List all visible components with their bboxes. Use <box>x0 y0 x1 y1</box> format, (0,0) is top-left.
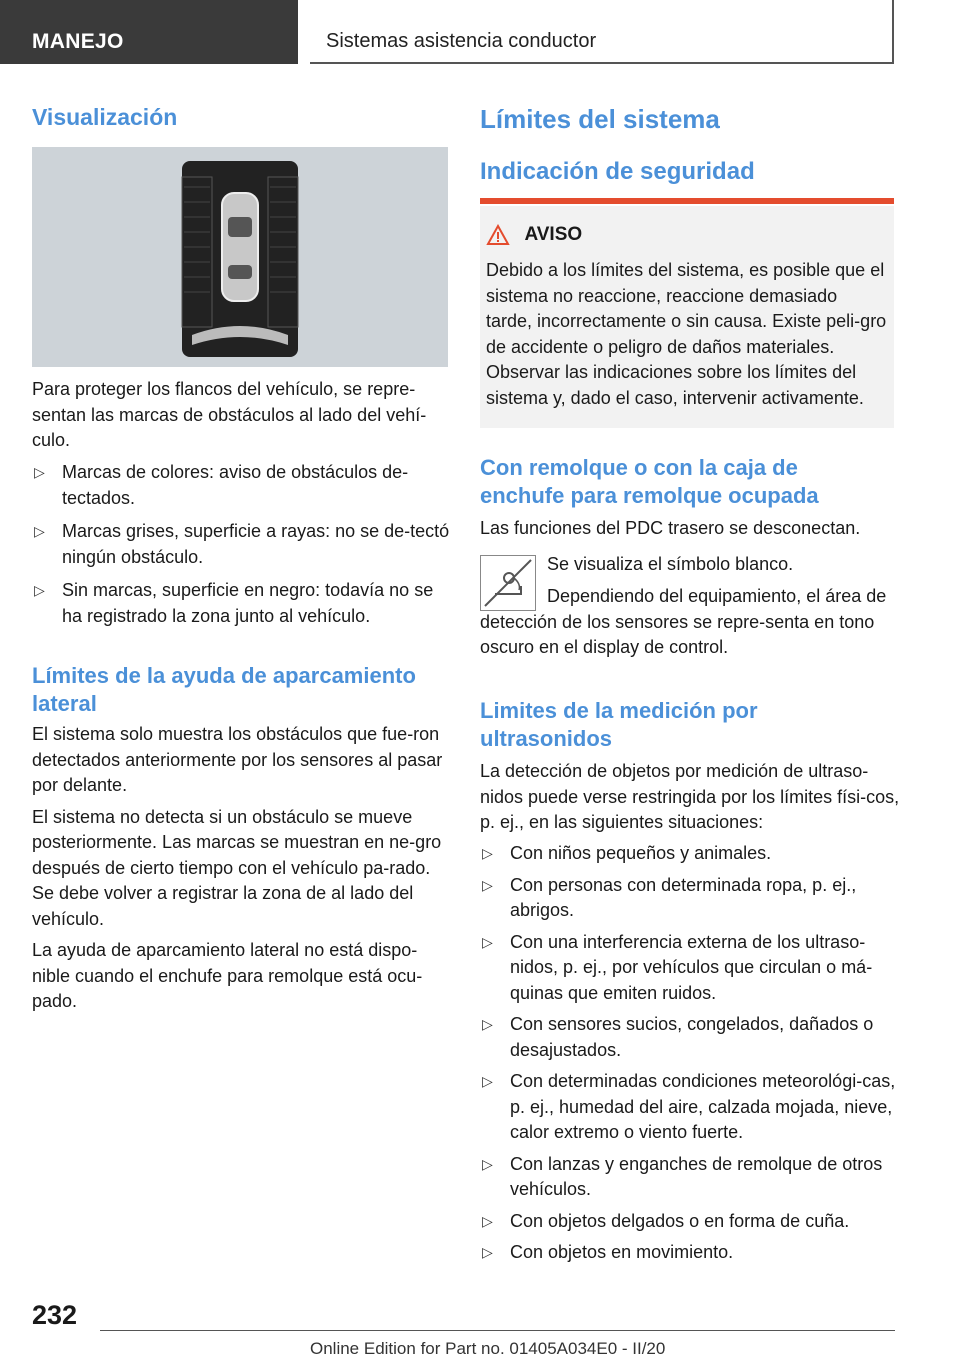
intro-paragraph <box>32 377 452 454</box>
paragraph: La ayuda de aparcamiento lateral no está dispo-nible cuando el enchufe para remolque está ocu-pado. <box>32 940 423 1011</box>
heading-ultrasonidos: Limites de la medición por ultrasonidos <box>480 698 758 751</box>
section-title: MANEJO <box>32 30 124 53</box>
header-chapter <box>310 0 894 64</box>
paragraph: El sistema solo muestra los obstáculos que fue-ron detectados anteriormente por los sensores al pasar por delante. <box>32 724 443 795</box>
car-topview-image <box>32 147 448 367</box>
list-item: ▷ Con lanzas y enganches de remolque de otros vehículos. <box>482 1153 883 1199</box>
list-item: ▷ Con personas con determinada ropa, p. ej., abrigos. <box>482 874 857 920</box>
remolque-text-2: Se visualiza el símbolo blanco. <box>547 554 794 574</box>
list-item: ▷ Sin marcas, superficie en negro: todavía no se ha registrado la zona junto al vehículo. <box>34 580 434 626</box>
list-item: ▷ Con objetos en movimiento. <box>482 1242 734 1262</box>
heading-remolque: Con remolque o con la caja de enchufe para remolque ocupada <box>480 455 819 508</box>
intro-text: Para proteger los flancos del vehículo, se repre-sentan las marcas de obstáculos al lado del vehí-culo. <box>32 379 427 450</box>
chapter-title: Sistemas asistencia conductor <box>326 30 597 52</box>
list-item: ▷ Con una interferencia externa de los ultraso-nidos, p. ej., por vehículos que circulan o má-quinas que emiten ruidos. <box>482 931 873 1003</box>
remolque-text-3: Dependiendo del equipamiento, el área de detección de los sensores se repre-senta en tono oscuro en el display de control. <box>480 586 887 657</box>
limites-aparcamiento-text <box>32 722 452 1015</box>
parking-view-figure <box>32 147 448 367</box>
visualizacion-bullets <box>32 460 452 629</box>
warning-triangle-icon <box>486 224 510 246</box>
list-item: ▷ Con determinadas condiciones meteorológi-cas, p. ej., humedad del aire, calzada mojada, nieve, calor extremo o viento fuerte. <box>482 1071 896 1142</box>
warning-header <box>486 224 582 246</box>
warning-label: AVISO <box>524 224 583 245</box>
list-item: ▷ Con niños pequeños y animales. <box>482 843 772 863</box>
ultrasonidos-bullets <box>480 841 900 1266</box>
list-item: ▷ Marcas grises, superficie a rayas: no se de-tectó ningún obstáculo. <box>34 521 450 567</box>
warning-box <box>480 206 894 428</box>
page-number: 232 <box>32 1300 78 1330</box>
footer-edition: Online Edition for Part no. 01405A034E0 - II/20 <box>310 1339 666 1358</box>
heading-limites-sistema: Límites del sistema <box>480 104 720 134</box>
heading-seguridad: Indicación de seguridad <box>480 158 755 185</box>
ultrasonidos-intro: La detección de objetos por medición de ultraso-nidos puede verse restringida por los límites físi-cos, p. ej., en las siguientes situaciones: <box>480 761 900 832</box>
list-item: ▷ Marcas de colores: aviso de obstáculos de-tectados. <box>34 462 409 508</box>
warning-text: Debido a los límites del sistema, es posible que el sistema no reaccione, reaccione demasiado tarde, incorrectamente o sin causa. Existe peli-gro de accidente o peligro de daños materiales. Observar las indicaciones sobre los límites del sistema y, dado el caso, intervenir activamente. <box>486 260 887 408</box>
list-item: ▷ Con sensores sucios, congelados, dañados o desajustados. <box>482 1014 874 1060</box>
header-section <box>0 0 298 64</box>
paragraph: El sistema no detecta si un obstáculo se mueve posteriormente. Las marcas se muestran en ne-gro después de cierto tiempo con el vehículo pa-rado. Se debe volver a registrar la zona de al lado del vehículo. <box>32 806 442 929</box>
list-item: ▷ Con objetos delgados o en forma de cuña. <box>482 1210 850 1231</box>
remolque-text-1: Las funciones del PDC trasero se desconectan. <box>480 518 861 538</box>
footer-divider <box>100 1330 895 1331</box>
heading-visualizacion: Visualización <box>32 104 178 130</box>
heading-limites-aparcamiento: Límites de la ayuda de aparcamiento lateral <box>32 663 416 716</box>
warning-bar <box>480 198 894 204</box>
